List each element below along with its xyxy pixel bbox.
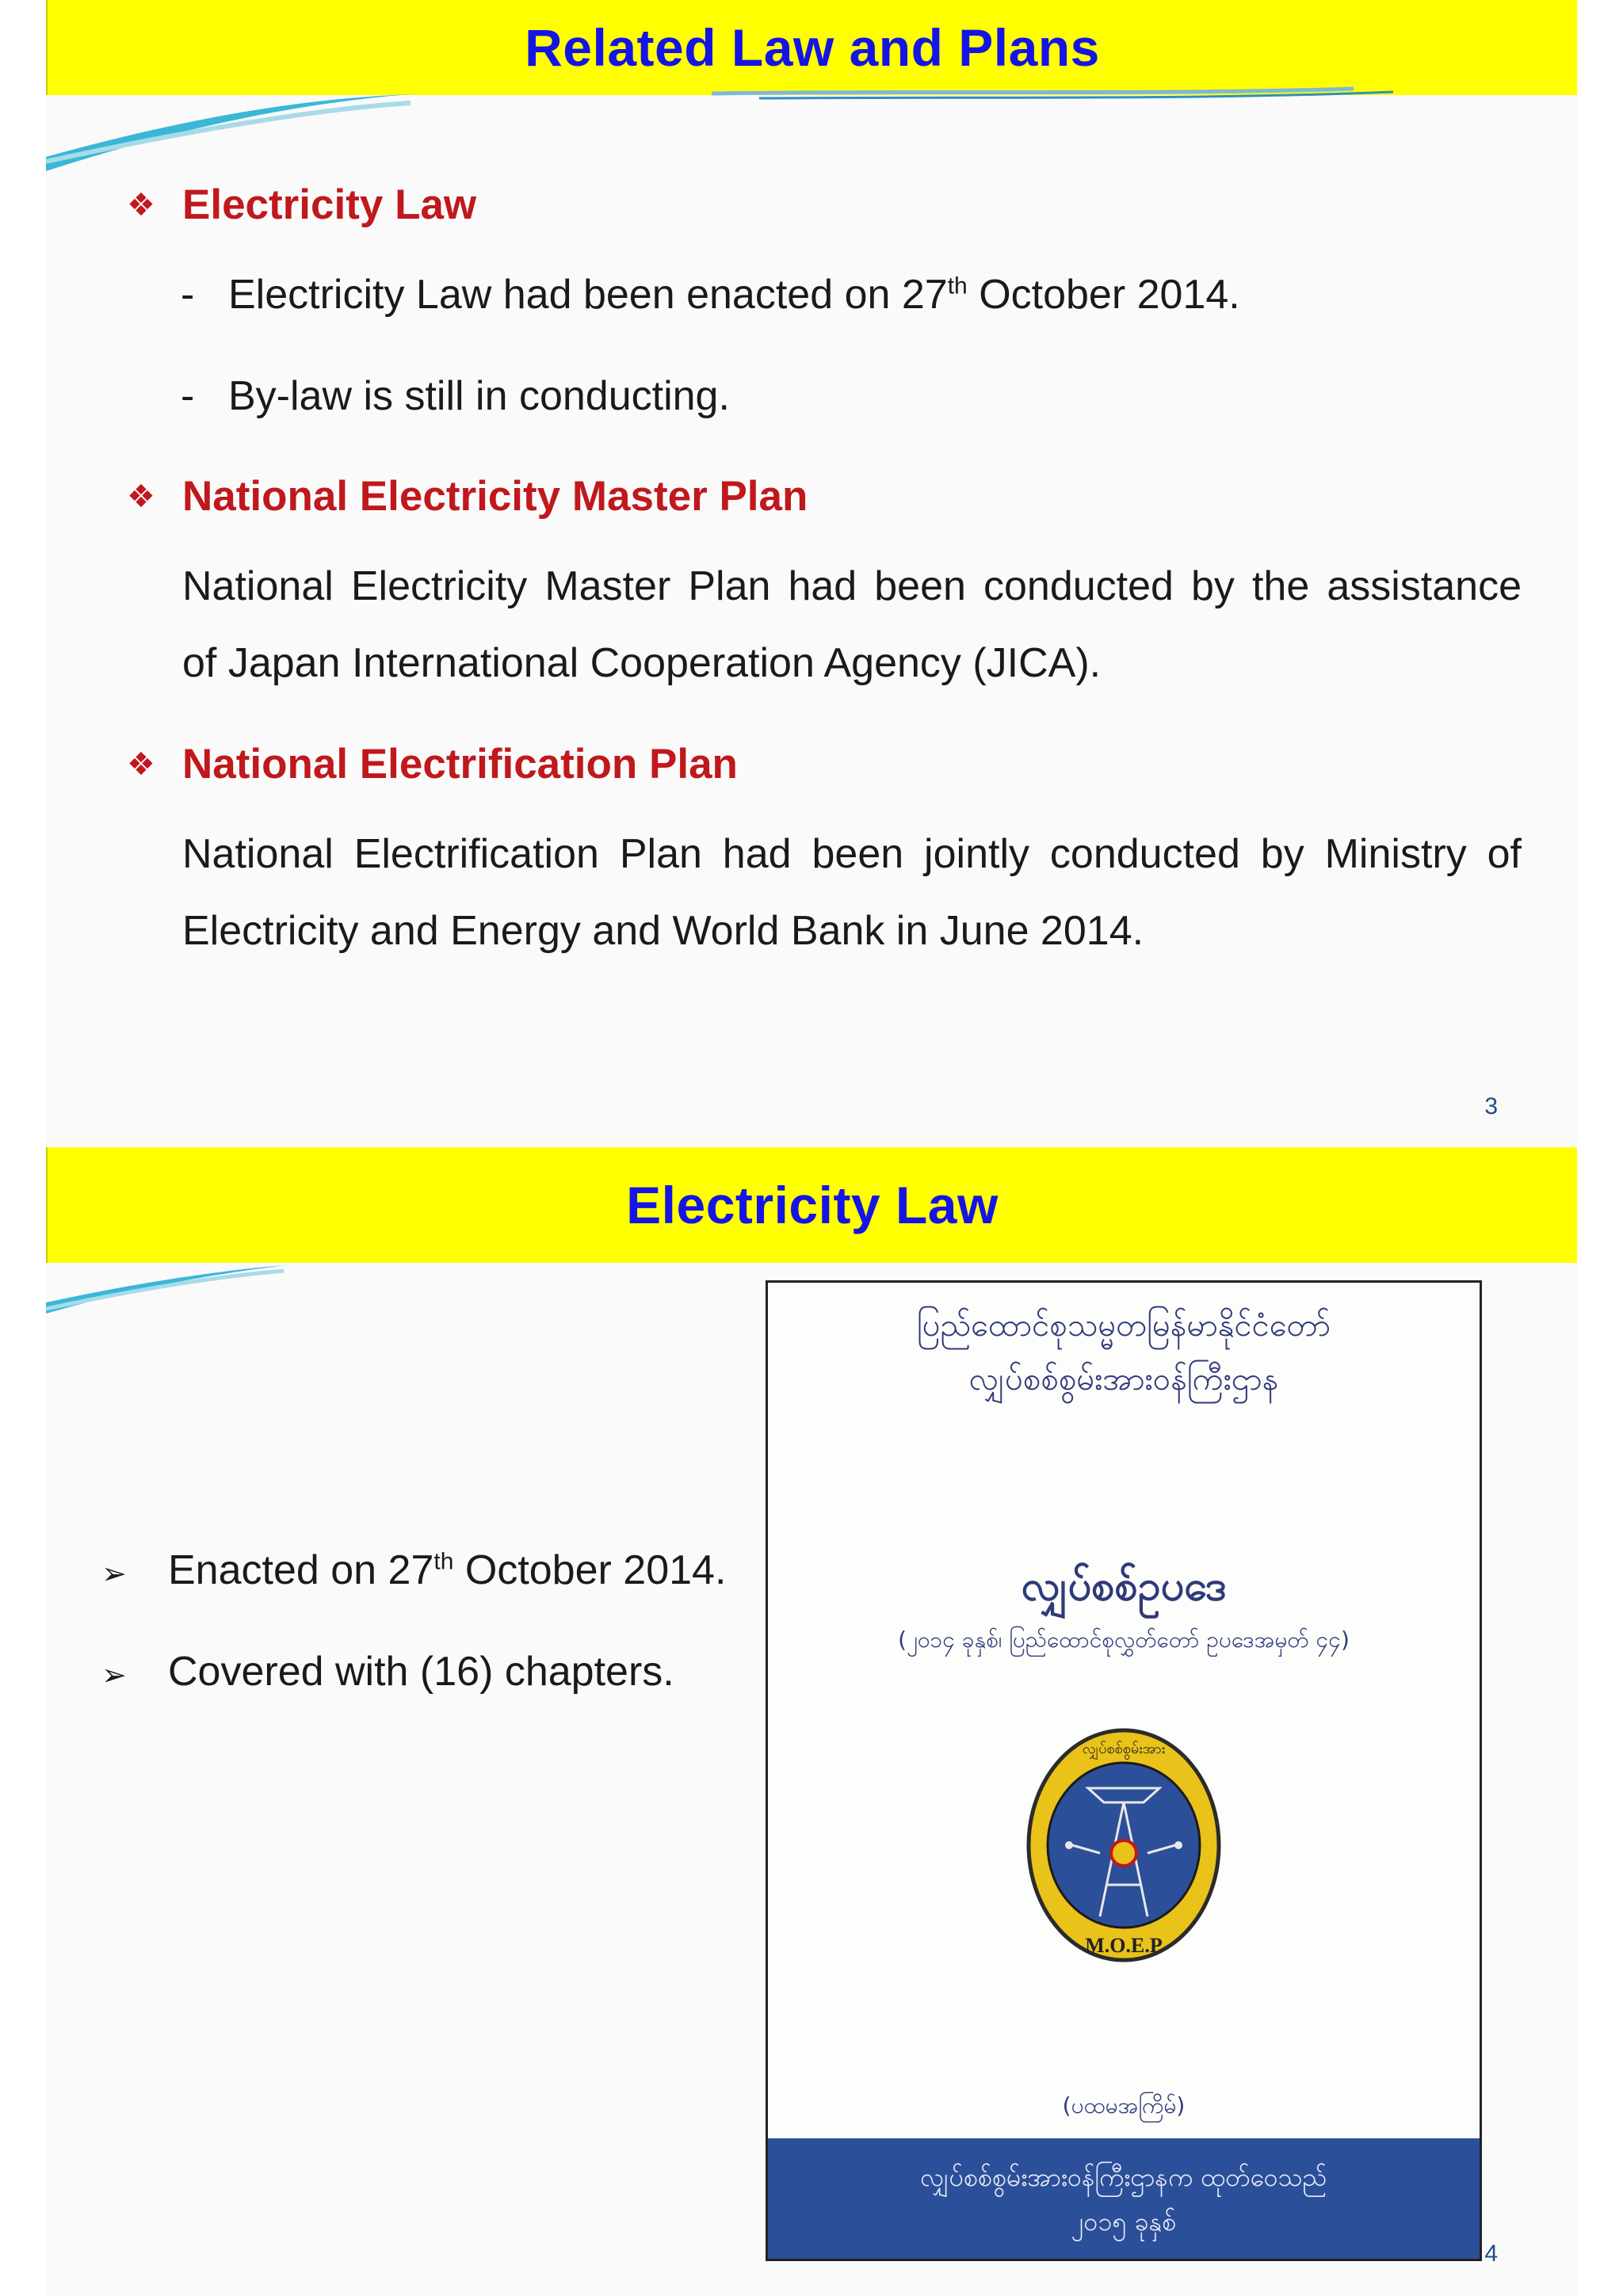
slide-related-law-and-plans (46, 0, 1577, 1146)
master-plan-paragraph (182, 548, 1522, 702)
cover-title: လျှပ်စစ်ဥပဒေ (1021, 1562, 1227, 1610)
list-item (181, 372, 730, 420)
page-number: 3 (1484, 1093, 1498, 1119)
bullet-text: Enacted on 27th October 2014. (168, 1547, 727, 1593)
title-bar (46, 0, 1577, 95)
decorative-swoosh (46, 86, 1577, 173)
slide-title: Related Law and Plans (525, 18, 1100, 77)
section-heading-electricity-law: ❖ Electricity Law (127, 181, 477, 228)
moep-logo-icon (1025, 1726, 1223, 1964)
paragraph-line: National Electricity Master Plan had been conducted by the assistance (182, 563, 1522, 609)
title-bar (46, 1147, 1577, 1263)
cover-year: ၂၀၁၅ ခုနှစ် (1071, 2206, 1177, 2237)
right-arrowhead-icon: ➢ (101, 1659, 127, 1692)
slide-electricity-law (46, 1147, 1577, 2296)
diamond-bullet-icon: ❖ (127, 187, 155, 223)
bullet-chapters (101, 1648, 674, 1695)
bullet-enacted (101, 1547, 726, 1594)
electrification-plan-paragraph (182, 816, 1522, 970)
dash-marker: - (181, 272, 195, 318)
cover-subtitle: (၂၀၁၄ ခုနှစ်၊ ပြည်ထောင်စုလွှတ်တော် ဥပဒေအမှတ် ၄၄) (898, 1627, 1350, 1653)
section-heading-electrification-plan: ❖ National Electrification Plan (127, 741, 738, 788)
diamond-bullet-icon: ❖ (127, 479, 155, 514)
cover-footer (768, 2138, 1480, 2259)
cover-publisher: လျှပ်စစ်စွမ်းအားဝန်ကြီးဌာနက ထုတ်ဝေသည် (920, 2162, 1327, 2192)
dash-marker: - (181, 373, 195, 419)
logo-top-text: လျှပ်စစ်စွမ်းအား (1082, 1741, 1166, 1757)
law-book-cover-image (766, 1280, 1482, 2261)
cover-edition: (ပထမအကြိမ်) (1062, 2092, 1186, 2119)
paragraph-line: Electricity and Energy and World Bank in June 2014. (182, 908, 1144, 954)
paragraph-line: of Japan International Cooperation Agency (JICA). (182, 640, 1102, 686)
diamond-bullet-icon: ❖ (127, 746, 155, 782)
section-heading-master-plan: ❖ National Electricity Master Plan (127, 473, 808, 520)
slide-title: Electricity Law (626, 1176, 999, 1234)
list-item-text: By-law is still in conducting. (228, 373, 730, 419)
paragraph-line: National Electrification Plan had been jointly conducted by Ministry of (182, 831, 1522, 877)
bullet-text: Covered with (16) chapters. (168, 1649, 674, 1695)
list-item (181, 271, 1240, 318)
page-number: 4 (1484, 2241, 1498, 2267)
list-item-text: Electricity Law had been enacted on 27th October 2014. (228, 272, 1240, 318)
cover-line: လျှပ်စစ်စွမ်းအားဝန်ကြီးဌာန (968, 1361, 1279, 1398)
right-arrowhead-icon: ➢ (101, 1558, 127, 1591)
cover-line: ပြည်ထောင်စုသမ္မတမြန်မာနိုင်ငံတော် (917, 1307, 1331, 1344)
logo-bottom-text: M.O.E.P (1085, 1934, 1163, 1957)
